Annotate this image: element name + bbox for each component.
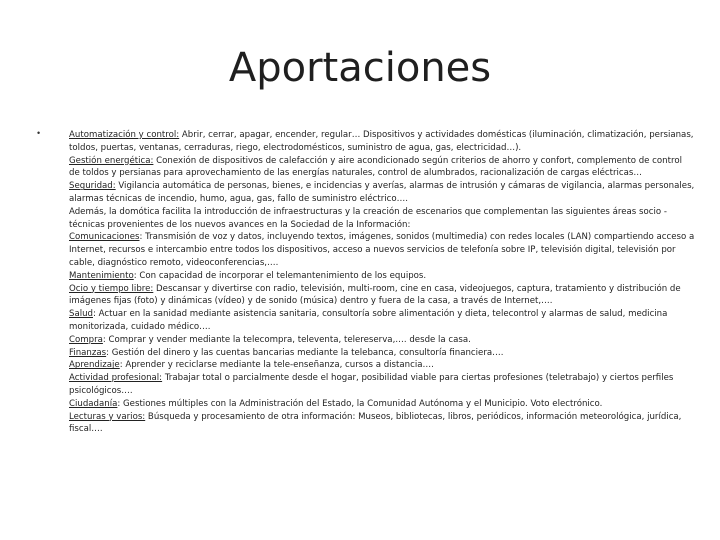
entry-text: Abrir, cerrar, apagar, encender, regular… Dispositivos y actividades domésticas (iluminación, climatización, persianas, toldos, puertas, ventanas, cerraduras, riego, electrodomésticos, suministro de agua, gas, electricidad…).: [69, 130, 694, 153]
slide-body: [69, 129, 695, 436]
entry-text: Trabajar total o parcialmente desde el hogar, posibilidad viable para ciertas profesiones (teletrabajo) y ciertos perfiles psicológicos….: [69, 373, 674, 396]
entry-label: Lecturas y varios:: [69, 411, 146, 422]
entry-text: Conexión de dispositivos de calefacción y aire acondicionado según criterios de ahorro y confort, complemento de control de toldos y persianas para aprovechamiento de las energías naturales, control de alumbrados, racionalización de cargas eléctricas…: [69, 155, 682, 179]
slide-title: Aportaciones: [228, 45, 492, 91]
entry-ademas: [69, 206, 695, 232]
entry-mantenimiento: [69, 270, 695, 283]
entry-compra: [69, 334, 695, 347]
entry-label: Aprendizaje: [69, 360, 120, 371]
entry-ocio: [69, 283, 695, 309]
entry-text: Además, la domótica facilita la introducción de infraestructuras y la creación de escenarios que complementan las siguientes áreas socio -técnicas provenientes de los nuevos avances en la Sociedad de la Información:: [69, 206, 667, 230]
entry-label: Mantenimiento: [69, 270, 134, 281]
entry-text: : Con capacidad de incorporar el telemantenimiento de los equipos.: [133, 270, 427, 281]
entry-label: Comunicaciones: [69, 232, 140, 243]
entry-label: Compra: [69, 334, 103, 345]
bullet-icon: •: [37, 128, 41, 138]
entry-ciudadania: [69, 398, 695, 411]
entry-text: Búsqueda y procesamiento de otra información: Museos, bibliotecas, libros, periódicos, información meteorológica, jurídica, fiscal….: [69, 411, 682, 435]
entry-text: Vigilancia automática de personas, bienes, e incidencias y averías, alarmas de intrusión y cámaras de vigilancia, alarmas personales, alarmas técnicas de incendio, humo, agua, gas, fallo de suministro eléctrico….: [69, 181, 695, 204]
entry-text: : Aprender y reciclarse mediante la tele-enseñanza, cursos a distancia….: [119, 360, 434, 371]
entry-text: : Gestiones múltiples con la Administración del Estado, la Comunidad Autónoma y el Municipio. Voto electrónico.: [117, 398, 603, 409]
entry-aprendizaje: [69, 359, 695, 372]
entry-gestion-energetica: [69, 155, 695, 181]
entry-label: Actividad profesional:: [69, 373, 163, 384]
entry-label: Salud: [69, 309, 94, 320]
entry-actividad-profesional: [69, 372, 695, 398]
entry-label: Finanzas: [69, 347, 107, 358]
entry-finanzas: [69, 347, 695, 360]
entry-automatizacion: [69, 129, 695, 155]
entry-label: Automatización y control:: [69, 130, 180, 140]
entry-label: Gestión energética:: [69, 155, 154, 166]
entry-salud: [69, 308, 695, 334]
entry-label: Ciudadanía: [69, 398, 118, 409]
entry-text: Descansar y divertirse con radio, televisión, multi-room, cine en casa, videojuegos, captura, tratamiento y distribución de imágenes fijas (foto) y dinámicas (vídeo) y de sonido (música) dentro y fuera de la casa, a través de Internet,….: [69, 283, 681, 307]
entry-label: Seguridad:: [69, 181, 116, 192]
entry-comunicaciones: [69, 231, 695, 269]
entry-text: : Actuar en la sanidad mediante asistencia sanitaria, consultoría sobre alimentación y dieta, telecontrol y alarmas de salud, medicina monitorizada, cuidado médico….: [69, 309, 668, 332]
entry-text: : Transmisión de voz y datos, incluyendo textos, imágenes, sonidos (multimedia) con redes locales (LAN) compartiendo acceso a Internet, recursos e intercambio entre todos los dispositivos, acceso a nuevos servicios de telefonía sobre IP, televisión digital, televisión por cable, diagnóstico remoto, videoconferencias,….: [69, 232, 695, 268]
entry-text: : Comprar y vender mediante la telecompra, televenta, telereserva,…. desde la casa.: [102, 334, 471, 345]
entry-seguridad: [69, 180, 695, 206]
entry-label: Ocio y tiempo libre:: [69, 283, 154, 294]
entry-text: : Gestión del dinero y las cuentas bancarias mediante la telebanca, consultoría financiera….: [106, 347, 504, 358]
entry-lecturas: [69, 411, 695, 437]
